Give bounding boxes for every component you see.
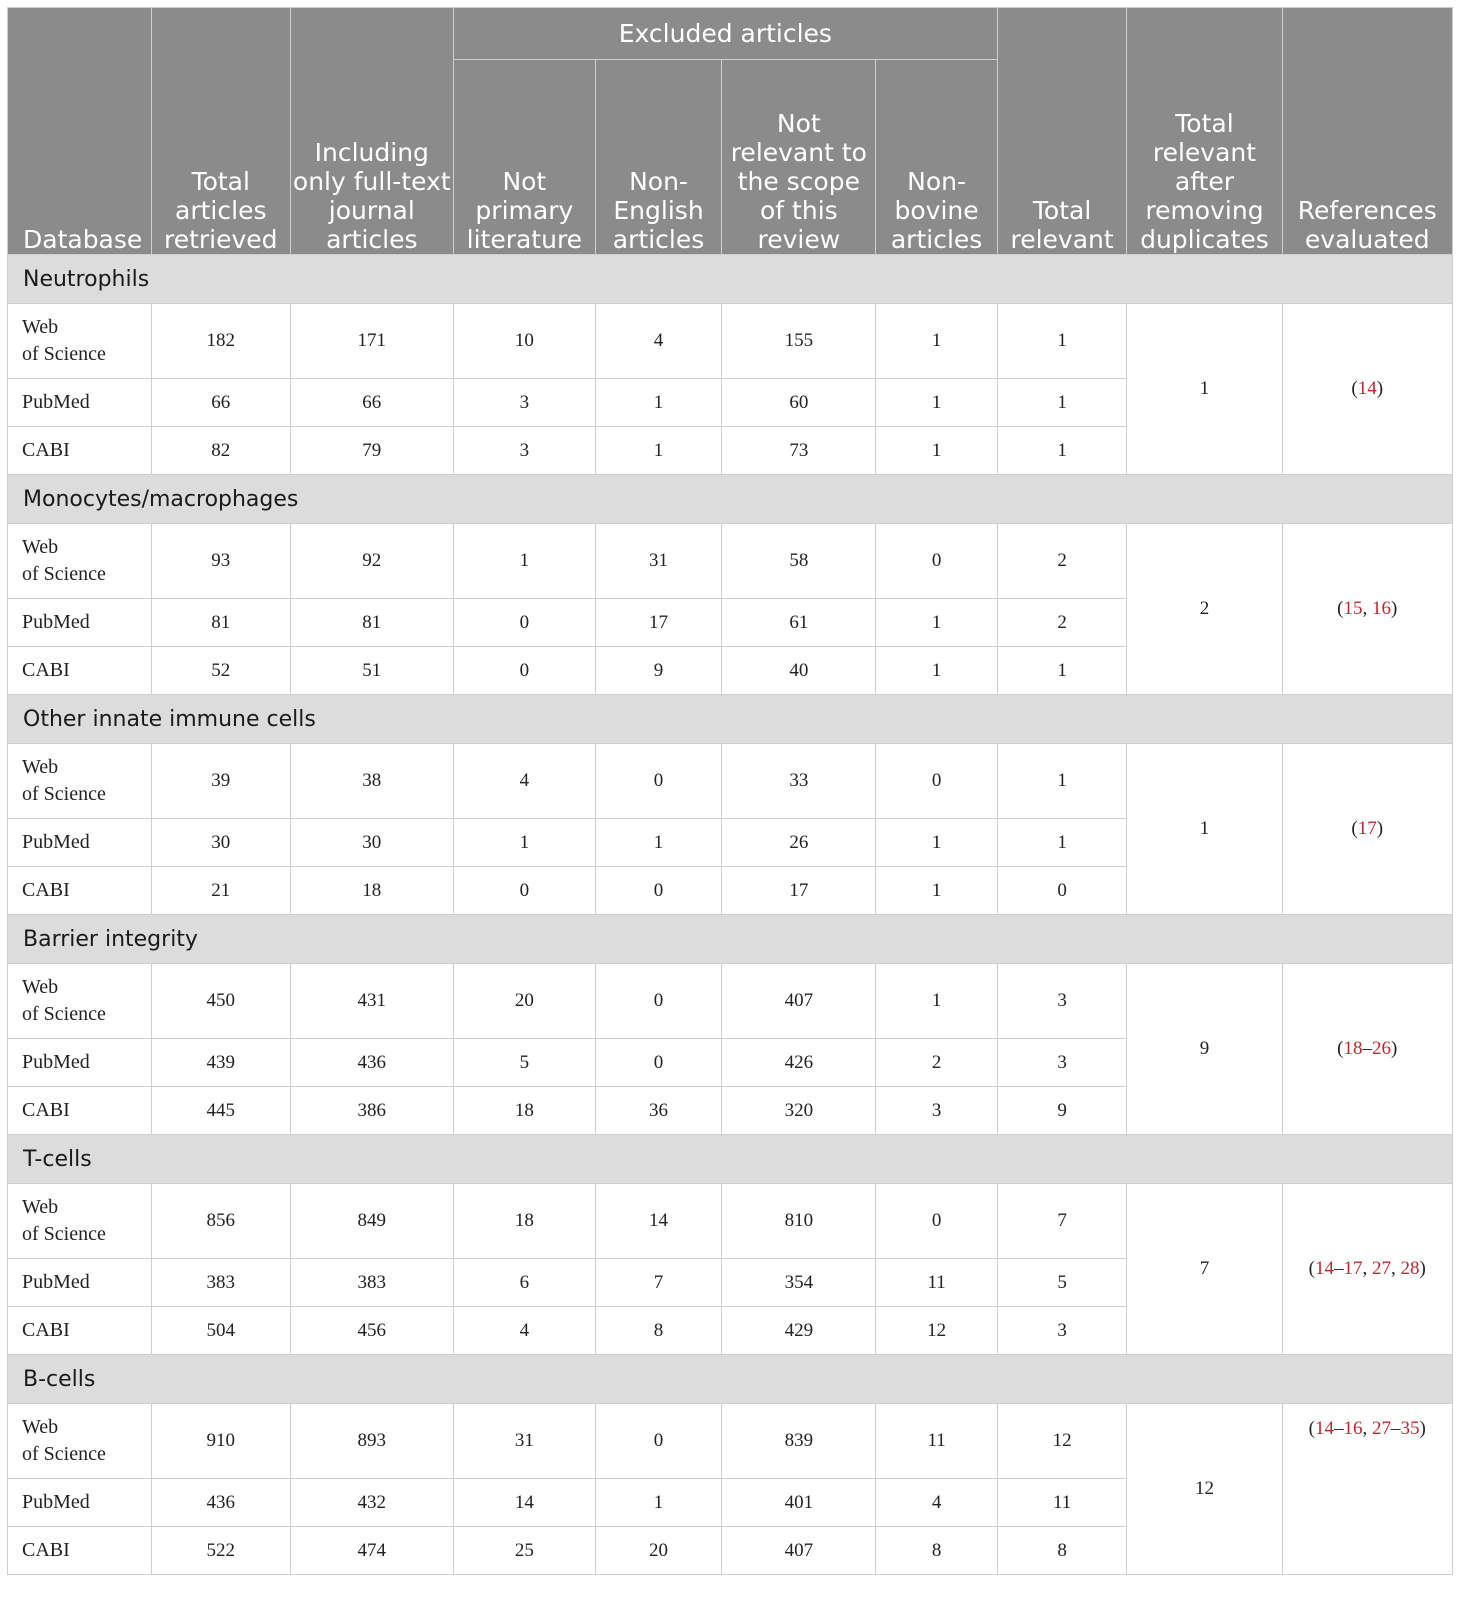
database-name-line: Web: [22, 1416, 59, 1438]
not-relevant-cell: 407: [722, 964, 876, 1039]
non-english-cell: 1: [595, 1479, 722, 1527]
full-text-cell: 383: [290, 1259, 453, 1307]
reference-separator: ,: [1362, 1258, 1372, 1279]
header-non-english: Non-English articles: [595, 60, 722, 255]
not-primary-cell: 31: [453, 1404, 595, 1479]
reference-link[interactable]: 17: [1343, 1258, 1363, 1279]
full-text-cell: 893: [290, 1404, 453, 1479]
total-relevant-cell: 3: [997, 1039, 1127, 1087]
header-total-retrieved: Total articles retrieved: [151, 8, 290, 255]
non-english-cell: 36: [595, 1087, 722, 1135]
not-primary-cell: 3: [453, 427, 595, 475]
section-header-row: [8, 915, 1453, 964]
retrieved-cell: 81: [151, 599, 290, 647]
full-text-cell: 18: [290, 867, 453, 915]
not-primary-cell: 18: [453, 1184, 595, 1259]
database-cell: PubMed: [8, 379, 152, 427]
total-relevant-cell: 0: [997, 867, 1127, 915]
non-bovine-cell: 1: [876, 304, 997, 379]
reference-bracket: ): [1391, 598, 1398, 619]
retrieved-cell: 39: [151, 744, 290, 819]
not-primary-cell: 0: [453, 599, 595, 647]
database-cell: PubMed: [8, 599, 152, 647]
reference-separator: –: [1391, 1418, 1401, 1439]
retrieved-cell: 52: [151, 647, 290, 695]
total-relevant-cell: 11: [997, 1479, 1127, 1527]
reference-link[interactable]: 15: [1343, 598, 1363, 619]
not-primary-cell: 0: [453, 647, 595, 695]
non-english-cell: 14: [595, 1184, 722, 1259]
database-name-line: of Science: [22, 1443, 106, 1465]
reference-separator: ,: [1362, 1418, 1372, 1439]
full-text-cell: 92: [290, 524, 453, 599]
reference-link[interactable]: 27: [1372, 1418, 1391, 1439]
reference-bracket: (: [1351, 378, 1358, 399]
database-cell: CABI: [8, 1307, 152, 1355]
full-text-cell: 66: [290, 379, 453, 427]
section-header-row: [8, 695, 1453, 744]
database-cell: PubMed: [8, 819, 152, 867]
section-header-row: [8, 475, 1453, 524]
reference-link[interactable]: 26: [1372, 1038, 1391, 1059]
not-relevant-cell: 40: [722, 647, 876, 695]
section-header-row: [8, 1355, 1453, 1404]
dedup-total-cell: 7: [1127, 1184, 1282, 1355]
database-cell: PubMed: [8, 1479, 152, 1527]
header-database: Database: [8, 8, 152, 255]
section-title: Neutrophils: [8, 255, 1453, 304]
not-primary-cell: 4: [453, 744, 595, 819]
not-relevant-cell: 33: [722, 744, 876, 819]
non-bovine-cell: 8: [876, 1527, 997, 1575]
non-english-cell: 31: [595, 524, 722, 599]
section-header-row: [8, 1135, 1453, 1184]
database-cell: [8, 744, 152, 819]
database-name-line: of Science: [22, 783, 106, 805]
non-english-cell: 20: [595, 1527, 722, 1575]
not-relevant-cell: 155: [722, 304, 876, 379]
full-text-cell: 456: [290, 1307, 453, 1355]
table-body: [8, 255, 1453, 1575]
not-relevant-cell: 17: [722, 867, 876, 915]
database-cell: CABI: [8, 867, 152, 915]
reference-bracket: (: [1337, 1038, 1344, 1059]
table-row: [8, 304, 1453, 379]
not-relevant-cell: 58: [722, 524, 876, 599]
reference-link[interactable]: 27: [1372, 1258, 1391, 1279]
retrieved-cell: 383: [151, 1259, 290, 1307]
non-english-cell: 0: [595, 1039, 722, 1087]
retrieved-cell: 82: [151, 427, 290, 475]
reference-link[interactable]: 14: [1315, 1258, 1334, 1279]
retrieved-cell: 910: [151, 1404, 290, 1479]
reference-bracket: ): [1376, 818, 1384, 839]
not-primary-cell: 1: [453, 819, 595, 867]
not-primary-cell: 18: [453, 1087, 595, 1135]
header-references: References evaluated: [1282, 8, 1452, 255]
database-name-line: Web: [22, 976, 59, 998]
full-text-cell: 474: [290, 1527, 453, 1575]
total-relevant-cell: 1: [997, 744, 1127, 819]
total-relevant-cell: 3: [997, 964, 1127, 1039]
non-english-cell: 17: [595, 599, 722, 647]
reference-link[interactable]: 35: [1400, 1418, 1420, 1439]
table-row: [8, 1184, 1453, 1259]
reference-link[interactable]: 18: [1343, 1038, 1363, 1059]
non-bovine-cell: 4: [876, 1479, 997, 1527]
retrieved-cell: 856: [151, 1184, 290, 1259]
non-bovine-cell: 1: [876, 867, 997, 915]
reference-separator: –: [1362, 1038, 1372, 1059]
full-text-cell: 171: [290, 304, 453, 379]
full-text-cell: 436: [290, 1039, 453, 1087]
non-bovine-cell: 2: [876, 1039, 997, 1087]
reference-separator: ,: [1391, 1258, 1401, 1279]
reference-link[interactable]: 14: [1357, 378, 1377, 399]
retrieved-cell: 66: [151, 379, 290, 427]
references-cell: [1282, 744, 1452, 915]
section-title: Barrier integrity: [8, 915, 1453, 964]
not-relevant-cell: 839: [722, 1404, 876, 1479]
reference-separator: ,: [1362, 598, 1372, 619]
not-relevant-cell: 426: [722, 1039, 876, 1087]
not-relevant-cell: 810: [722, 1184, 876, 1259]
reference-bracket: ): [1419, 1258, 1426, 1279]
table-row: [8, 744, 1453, 819]
database-cell: [8, 1404, 152, 1479]
total-relevant-cell: 1: [997, 647, 1127, 695]
reference-bracket: (: [1308, 1418, 1315, 1439]
database-cell: [8, 1184, 152, 1259]
full-text-cell: 81: [290, 599, 453, 647]
database-name-line: Web: [22, 536, 59, 558]
total-relevant-cell: 1: [997, 427, 1127, 475]
full-text-cell: 432: [290, 1479, 453, 1527]
reference-separator: –: [1334, 1258, 1344, 1279]
reference-bracket: ): [1391, 1038, 1398, 1059]
retrieved-cell: 182: [151, 304, 290, 379]
reference-link[interactable]: 16: [1372, 598, 1391, 619]
not-primary-cell: 10: [453, 304, 595, 379]
non-english-cell: 1: [595, 427, 722, 475]
section-title: Other innate immune cells: [8, 695, 1453, 744]
non-english-cell: 1: [595, 819, 722, 867]
header-total-relevant: Total relevant: [997, 8, 1127, 255]
header-full-text: Including only full-text journal articles: [290, 8, 453, 255]
database-cell: [8, 304, 152, 379]
total-relevant-cell: 1: [997, 379, 1127, 427]
retrieved-cell: 30: [151, 819, 290, 867]
reference-bracket: (: [1351, 818, 1358, 839]
total-relevant-cell: 2: [997, 599, 1127, 647]
literature-search-table: [7, 7, 1453, 1575]
non-bovine-cell: 1: [876, 964, 997, 1039]
section-title: B-cells: [8, 1355, 1453, 1404]
reference-bracket: (: [1337, 598, 1344, 619]
non-bovine-cell: 12: [876, 1307, 997, 1355]
table-header: [8, 8, 1453, 255]
full-text-cell: 79: [290, 427, 453, 475]
reference-link[interactable]: 28: [1400, 1258, 1420, 1279]
total-relevant-cell: 12: [997, 1404, 1127, 1479]
table-row: [8, 964, 1453, 1039]
non-bovine-cell: 1: [876, 599, 997, 647]
non-english-cell: 0: [595, 744, 722, 819]
non-bovine-cell: 0: [876, 524, 997, 599]
dedup-total-cell: 1: [1127, 304, 1282, 475]
non-bovine-cell: 1: [876, 379, 997, 427]
not-relevant-cell: 429: [722, 1307, 876, 1355]
database-name-line: of Science: [22, 1003, 106, 1025]
total-relevant-cell: 1: [997, 304, 1127, 379]
references-cell: [1282, 1184, 1452, 1355]
reference-link[interactable]: 17: [1357, 818, 1377, 839]
non-bovine-cell: 1: [876, 647, 997, 695]
non-bovine-cell: 1: [876, 427, 997, 475]
non-english-cell: 4: [595, 304, 722, 379]
not-relevant-cell: 401: [722, 1479, 876, 1527]
header-not-primary: Not primary literature: [453, 60, 595, 255]
not-primary-cell: 6: [453, 1259, 595, 1307]
header-not-relevant: Not relevant to the scope of this review: [722, 60, 876, 255]
non-english-cell: 9: [595, 647, 722, 695]
not-relevant-cell: 26: [722, 819, 876, 867]
retrieved-cell: 21: [151, 867, 290, 915]
section-title: Monocytes/macrophages: [8, 475, 1453, 524]
not-primary-cell: 4: [453, 1307, 595, 1355]
table-row: [8, 1404, 1453, 1479]
non-english-cell: 0: [595, 1404, 722, 1479]
database-cell: CABI: [8, 1087, 152, 1135]
not-primary-cell: 14: [453, 1479, 595, 1527]
retrieved-cell: 93: [151, 524, 290, 599]
non-bovine-cell: 0: [876, 1184, 997, 1259]
total-relevant-cell: 7: [997, 1184, 1127, 1259]
dedup-total-cell: 12: [1127, 1404, 1282, 1575]
database-cell: CABI: [8, 1527, 152, 1575]
section-title: T-cells: [8, 1135, 1453, 1184]
database-cell: PubMed: [8, 1039, 152, 1087]
retrieved-cell: 450: [151, 964, 290, 1039]
database-name-line: of Science: [22, 563, 106, 585]
not-primary-cell: 0: [453, 867, 595, 915]
header-excluded-group: Excluded articles: [453, 8, 997, 60]
database-cell: [8, 524, 152, 599]
not-primary-cell: 3: [453, 379, 595, 427]
section-header-row: [8, 255, 1453, 304]
not-relevant-cell: 354: [722, 1259, 876, 1307]
full-text-cell: 38: [290, 744, 453, 819]
not-primary-cell: 5: [453, 1039, 595, 1087]
non-bovine-cell: 11: [876, 1404, 997, 1479]
non-bovine-cell: 11: [876, 1259, 997, 1307]
non-bovine-cell: 1: [876, 819, 997, 867]
total-relevant-cell: 5: [997, 1259, 1127, 1307]
total-relevant-cell: 2: [997, 524, 1127, 599]
retrieved-cell: 445: [151, 1087, 290, 1135]
non-english-cell: 0: [595, 867, 722, 915]
references-cell: [1282, 304, 1452, 475]
database-cell: PubMed: [8, 1259, 152, 1307]
references-cell: [1282, 524, 1452, 695]
full-text-cell: 431: [290, 964, 453, 1039]
not-relevant-cell: 407: [722, 1527, 876, 1575]
database-name-line: Web: [22, 316, 59, 338]
retrieved-cell: 436: [151, 1479, 290, 1527]
retrieved-cell: 504: [151, 1307, 290, 1355]
non-bovine-cell: 0: [876, 744, 997, 819]
references-cell: [1282, 964, 1452, 1135]
reference-link[interactable]: 16: [1343, 1418, 1363, 1439]
reference-bracket: ): [1419, 1418, 1426, 1439]
retrieved-cell: 439: [151, 1039, 290, 1087]
reference-separator: –: [1334, 1418, 1344, 1439]
dedup-total-cell: 2: [1127, 524, 1282, 695]
database-cell: CABI: [8, 647, 152, 695]
non-english-cell: 0: [595, 964, 722, 1039]
total-relevant-cell: 1: [997, 819, 1127, 867]
total-relevant-cell: 8: [997, 1527, 1127, 1575]
database-cell: CABI: [8, 427, 152, 475]
database-name-line: of Science: [22, 343, 106, 365]
not-relevant-cell: 320: [722, 1087, 876, 1135]
dedup-total-cell: 1: [1127, 744, 1282, 915]
not-relevant-cell: 60: [722, 379, 876, 427]
total-relevant-cell: 9: [997, 1087, 1127, 1135]
retrieved-cell: 522: [151, 1527, 290, 1575]
reference-bracket: (: [1308, 1258, 1315, 1279]
database-name-line: Web: [22, 756, 59, 778]
header-total-after-dedup: Total relevant after removing duplicates: [1127, 8, 1282, 255]
non-english-cell: 7: [595, 1259, 722, 1307]
header-non-bovine: Non-bovine articles: [876, 60, 997, 255]
database-name-line: Web: [22, 1196, 59, 1218]
reference-link[interactable]: 14: [1315, 1418, 1334, 1439]
not-primary-cell: 25: [453, 1527, 595, 1575]
database-name-line: of Science: [22, 1223, 106, 1245]
non-bovine-cell: 3: [876, 1087, 997, 1135]
full-text-cell: 30: [290, 819, 453, 867]
full-text-cell: 386: [290, 1087, 453, 1135]
reference-bracket: ): [1376, 378, 1384, 399]
non-english-cell: 8: [595, 1307, 722, 1355]
total-relevant-cell: 3: [997, 1307, 1127, 1355]
full-text-cell: 51: [290, 647, 453, 695]
full-text-cell: 849: [290, 1184, 453, 1259]
database-cell: [8, 964, 152, 1039]
not-relevant-cell: 73: [722, 427, 876, 475]
not-primary-cell: 20: [453, 964, 595, 1039]
table-row: [8, 524, 1453, 599]
dedup-total-cell: 9: [1127, 964, 1282, 1135]
not-relevant-cell: 61: [722, 599, 876, 647]
non-english-cell: 1: [595, 379, 722, 427]
not-primary-cell: 1: [453, 524, 595, 599]
references-cell: [1282, 1404, 1452, 1575]
